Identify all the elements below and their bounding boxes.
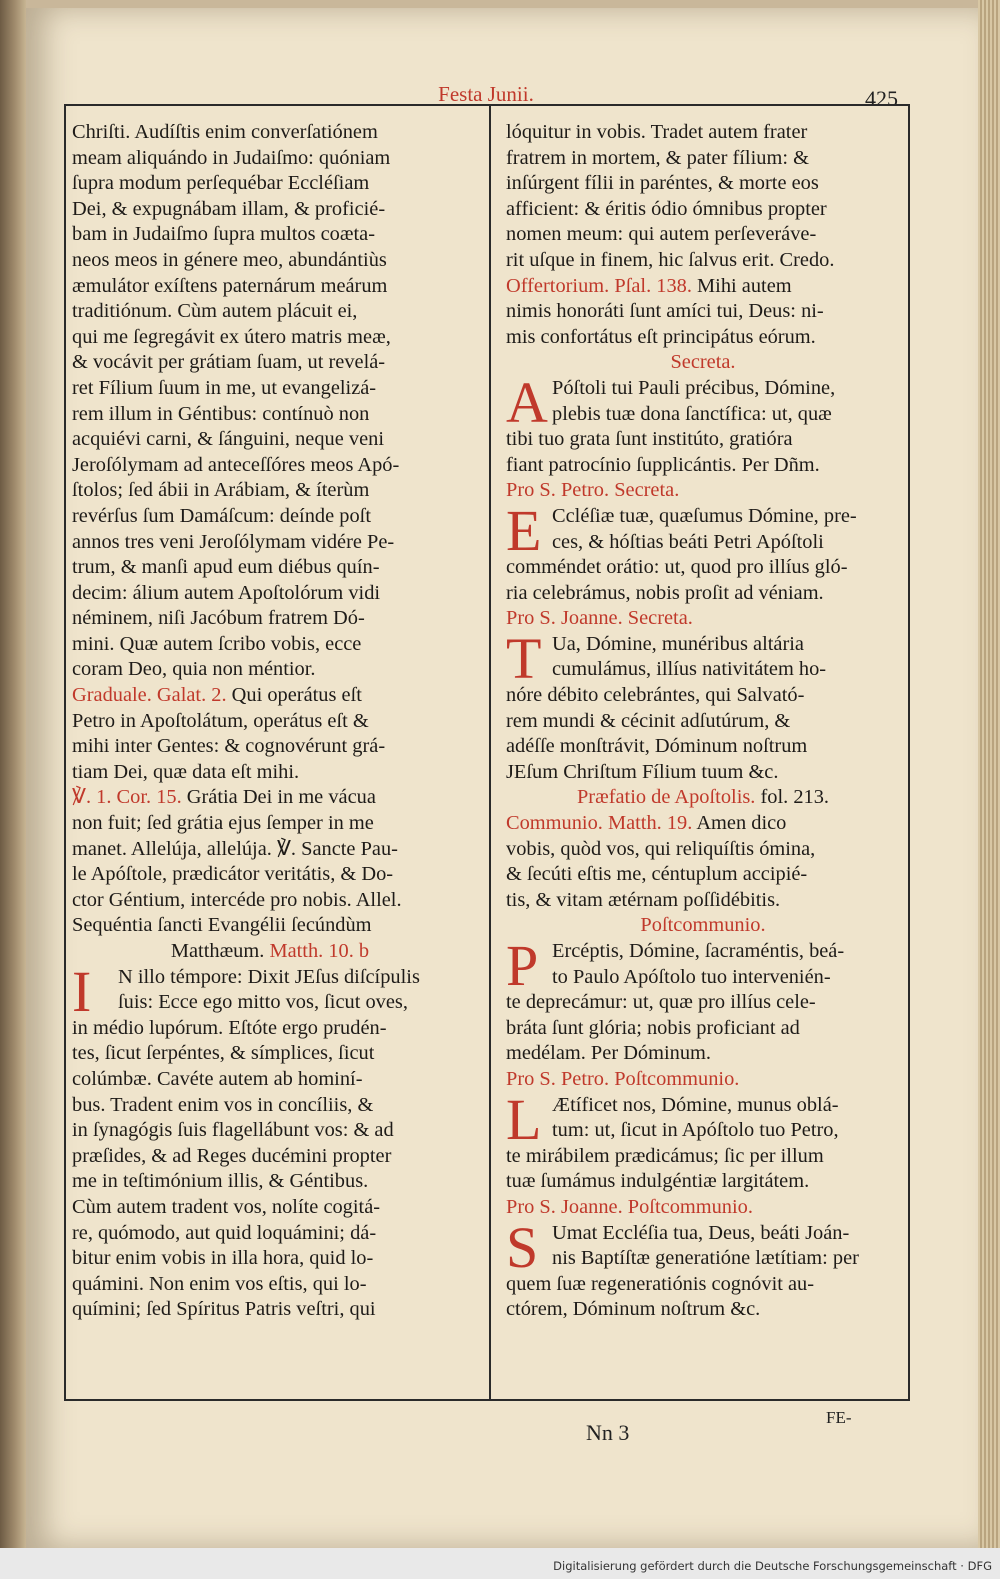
- line-text: quem ſuæ regeneratiónis cognóvit au-: [506, 1272, 815, 1295]
- signature-mark: Nn 3: [586, 1420, 630, 1445]
- text-line: [72, 171, 468, 197]
- line-text: comméndet orátio: ut, quod pro illíus gló-: [506, 556, 848, 579]
- line-text: Dei, & expugnábam illam, & proficié-: [72, 197, 386, 220]
- text-line: [506, 913, 900, 939]
- line-text: cumulámus, illíus nativitátem ho-: [552, 658, 827, 681]
- text-line: [506, 837, 900, 863]
- line-text: meam aliquándo in Judaiſmo: quóniam: [72, 146, 391, 169]
- text-line: [72, 1118, 468, 1144]
- line-text: Ercéptis, Dómine, ſacraméntis, beá-: [552, 940, 845, 962]
- line-text: revérſus ſum Damáſcum: deínde poſt: [72, 504, 371, 527]
- text-line: [72, 504, 468, 530]
- text-line: [72, 427, 468, 453]
- text-line: [506, 530, 900, 556]
- line-text: medélam. Per Dóminum.: [506, 1042, 712, 1065]
- text-line: [506, 555, 900, 581]
- text-line: [72, 862, 468, 888]
- line-text: qui me ſegregávit ex útero matris meæ,: [72, 325, 391, 348]
- text-line: [72, 325, 468, 351]
- text-line: [506, 1246, 900, 1272]
- page-number: 425: [865, 86, 898, 111]
- text-line: [72, 1144, 468, 1170]
- text-line: [506, 657, 900, 683]
- text-line: [72, 1093, 468, 1119]
- text-line: [506, 1169, 900, 1195]
- line-text: to Paulo Apóſtolo tuo intervenién-: [552, 965, 831, 988]
- line-text: nomen meum: qui autem perſeveráve-: [506, 223, 817, 246]
- line-text: bitur enim vobis in illa hora, quid lo-: [72, 1247, 374, 1270]
- line-text: bráta ſunt glória; nobis proficiant ad: [506, 1016, 800, 1039]
- text-line: [72, 1246, 468, 1272]
- text-line: [506, 478, 900, 504]
- line-text: & ſecúti eſtis me, céntuplum accipié-: [506, 863, 808, 886]
- text-line: [506, 1041, 900, 1067]
- rubric: Secreta.: [670, 351, 736, 374]
- line-text: tum: ut, ſicut in Apóſtolo tuo Petro,: [552, 1119, 839, 1142]
- line-text: in médio lupórum. Eſtóte ergo prudén-: [72, 1016, 387, 1039]
- line-text: Qui operátus eſt: [226, 684, 362, 707]
- line-text: lóquitur in vobis. Tradet autem frater: [506, 121, 808, 143]
- line-text: inſúrgent fílii in paréntes, & morte eos: [506, 172, 819, 195]
- text-line: [506, 581, 900, 607]
- line-text: re, quómodo, aut quid loquámini; dá-: [72, 1221, 377, 1244]
- rubric: Graduale. Galat. 2.: [72, 684, 227, 707]
- text-line: [506, 299, 900, 325]
- line-text: rit uſque in finem, hic ſalvus erit. Credo.: [506, 248, 835, 271]
- drop-initial: A: [506, 369, 548, 435]
- book-gutter: [0, 0, 26, 1579]
- line-text: rem mundi & cécinit adſutúrum, &: [506, 709, 791, 732]
- text-line: [506, 171, 900, 197]
- line-text: mihi inter Gentes: & cognovérunt grá-: [72, 735, 386, 758]
- rubric: Matth. 10. b: [264, 940, 370, 962]
- line-text: Amen dico: [692, 812, 787, 835]
- text-line: [72, 760, 468, 786]
- column-rule: [489, 106, 491, 1399]
- text-line: [72, 530, 468, 556]
- line-text: quámini. Non enim vos eſtis, qui lo-: [72, 1272, 367, 1295]
- line-text: néminem, niſi Jacóbum fratrem Dó-: [72, 607, 365, 630]
- line-text: Chriſti. Audíſtis enim converſatiónem: [72, 121, 378, 143]
- text-line: [72, 683, 468, 709]
- text-line: [72, 1297, 468, 1323]
- line-text: nimis honoráti ſunt amíci tui, Deus: ni-: [506, 300, 824, 323]
- line-text: tibi tuo grata ſunt institúto, gratióra: [506, 428, 793, 451]
- line-text: Petro in Apoſtolátum, operátus eſt &: [72, 709, 369, 732]
- text-line: [72, 222, 468, 248]
- line-text: ctor Géntium, intercéde pro nobis. Allel.: [72, 888, 402, 911]
- line-text: rem illum in Géntibus: contínuò non: [72, 402, 370, 425]
- line-text: mis confortátus eſt principátus eórum.: [506, 325, 816, 348]
- line-text: decim: álium autem Apoſtolórum vidi: [72, 581, 381, 604]
- text-line: [72, 376, 468, 402]
- text-line: [72, 248, 468, 274]
- line-text: æmulátor exíſtens paternárum meárum: [72, 274, 388, 297]
- text-line: [72, 453, 468, 479]
- text-line: [506, 606, 900, 632]
- running-title: Festa Junii.: [438, 82, 534, 106]
- text-line: [72, 888, 468, 914]
- rubric: ℣. 1. Cor. 15.: [72, 786, 182, 809]
- text-line: [72, 990, 468, 1016]
- footer-bar: [0, 1548, 1000, 1579]
- text-line: [72, 350, 468, 376]
- line-text: neos meos in génere meo, abundántiùs: [72, 248, 387, 271]
- line-text: afficient: & éritis ódio ómnibus propter: [506, 197, 827, 220]
- line-text: N illo témpore: Dixit JEſus diſcípulis: [118, 965, 420, 988]
- line-text: te mirábilem prædicámus; ſic per illum: [506, 1144, 824, 1167]
- text-line: [72, 1041, 468, 1067]
- rubric: Pro S. Petro. Poſtcommunio.: [506, 1067, 740, 1090]
- line-text: & vocávit per grátiam ſuam, ut revelá-: [72, 351, 386, 374]
- text-line: [506, 1067, 900, 1093]
- text-line: [72, 657, 468, 683]
- text-line: [506, 1272, 900, 1298]
- text-line: [72, 1067, 468, 1093]
- line-text: manet. Allelúja, allelúja. ℣. Sancte Pau-: [72, 837, 398, 860]
- line-text: ſuis: Ecce ego mitto vos, ſicut oves,: [118, 991, 408, 1014]
- line-text: trum, & manſi apud eum diébus quín-: [72, 556, 380, 579]
- line-text: ret Fílium ſuum in me, ut evangelizá-: [72, 376, 377, 399]
- text-line: [72, 555, 468, 581]
- line-text: Ætíficet nos, Dómine, munus oblá-: [552, 1093, 839, 1116]
- text-line: [506, 888, 900, 914]
- line-text: nis Baptíſtæ generatióne lætítiam: per: [552, 1247, 859, 1270]
- text-line: [506, 427, 900, 453]
- line-text: Ua, Dómine, munéribus altária: [552, 632, 804, 655]
- rubric: Communio. Matth. 19.: [506, 812, 693, 835]
- line-text: præſides, & ad Reges ducémini propter: [72, 1144, 392, 1167]
- text-frame: [64, 104, 910, 1401]
- line-text: tis, & vitam ætérnam poſſidébitis.: [506, 888, 781, 911]
- text-line: [506, 1144, 900, 1170]
- line-text: coram Deo, quia non méntior.: [72, 658, 316, 681]
- line-text: Ccléſiæ tuæ, quæſumus Dómine, pre-: [552, 504, 857, 527]
- line-text: bus. Tradent enim vos in concíliis, &: [72, 1093, 374, 1116]
- text-line: [506, 197, 900, 223]
- text-line: [506, 120, 900, 146]
- book-page: [26, 8, 978, 1548]
- line-text: nóre débito celebrántes, qui Salvató-: [506, 684, 805, 707]
- text-line: [506, 248, 900, 274]
- text-line: [506, 402, 900, 428]
- text-line: [72, 146, 468, 172]
- text-line: [506, 350, 900, 376]
- text-line: [72, 606, 468, 632]
- line-text: Jeroſólymam ad anteceſſóres meos Apó-: [72, 453, 400, 476]
- line-text: annos tres veni Jeroſólymam vidére Pe-: [72, 530, 395, 553]
- text-line: [506, 811, 900, 837]
- drop-initial: T: [506, 625, 542, 691]
- line-text: acquiévi carni, & ſánguini, neque veni: [72, 428, 384, 451]
- line-text: fratrem in mortem, & pater fílium: &: [506, 146, 809, 169]
- line-text: plebis tuæ dona ſanctífica: ut, quæ: [552, 402, 832, 425]
- line-text: Grátia Dei in me vácua: [181, 786, 376, 809]
- page-edges: [978, 0, 1000, 1579]
- rubric: Præfatio de Apoſtolis.: [576, 786, 756, 809]
- rubric: Pro S. Petro. Secreta.: [506, 479, 680, 502]
- text-line: [506, 1016, 900, 1042]
- drop-initial: E: [506, 497, 542, 563]
- rubric: Offertorium. Pſal. 138.: [506, 274, 692, 297]
- text-line: [72, 1195, 468, 1221]
- line-text: tiam Dei, quæ data eſt mihi.: [72, 760, 300, 783]
- text-line: [72, 785, 468, 811]
- catchword: FE-: [826, 1408, 852, 1427]
- text-line: [72, 120, 468, 146]
- text-line: [72, 1016, 468, 1042]
- line-text: tes, ſicut ſerpéntes, & símplices, ſicut: [72, 1042, 375, 1065]
- text-line: [506, 1118, 900, 1144]
- line-text: tuæ ſumámus indulgéntiæ largitátem.: [506, 1170, 810, 1193]
- line-text: Póſtoli tui Pauli précibus, Dómine,: [552, 376, 836, 399]
- drop-initial: P: [506, 933, 539, 998]
- text-line: [506, 683, 900, 709]
- text-line: [72, 1169, 468, 1195]
- text-line: [506, 760, 900, 786]
- drop-initial: S: [506, 1214, 539, 1280]
- line-text: vobis, quòd vos, qui reliquíſtis ómina,: [506, 837, 816, 860]
- line-text: le Apóſtole, prædicátor veritátis, & Do-: [72, 863, 394, 886]
- text-line: [506, 274, 900, 300]
- text-line: [72, 632, 468, 658]
- text-line: [72, 939, 468, 965]
- line-text: ctórem, Dóminum noſtrum &c.: [506, 1298, 761, 1321]
- text-line: [506, 862, 900, 888]
- line-text: fol. 213.: [755, 786, 830, 809]
- text-line: [72, 709, 468, 735]
- text-line: [506, 734, 900, 760]
- text-line: [72, 402, 468, 428]
- text-line: [72, 1272, 468, 1298]
- line-text: Mihi autem: [691, 274, 792, 297]
- text-line: [72, 734, 468, 760]
- line-text: Sequéntia ſancti Evangélii ſecúndùm: [72, 914, 372, 937]
- line-text: bam in Judaiſmo ſupra multos coæta-: [72, 223, 375, 246]
- right-column: [506, 120, 900, 1323]
- line-text: in ſynagógis ſuis flagellábunt vos: & ad: [72, 1119, 394, 1142]
- line-text: JEſum Chriſtum Fílium tuum &c.: [506, 760, 779, 783]
- line-text: ſupra modum perſequébar Eccléſiam: [72, 172, 370, 195]
- line-text: fiant patrocínio ſupplicántis. Per Dñm.: [506, 453, 820, 476]
- text-line: [72, 581, 468, 607]
- drop-initial: I: [72, 958, 92, 1024]
- footer-credit: Digitalisierung gefördert durch die Deutsche Forschungsgemeinschaft · DFG: [553, 1559, 992, 1573]
- text-line: [506, 785, 900, 811]
- left-column: [72, 120, 468, 1323]
- text-line: [506, 453, 900, 479]
- text-line: [506, 1297, 900, 1323]
- line-text: adéſſe monſtrávit, Dóminum noſtrum: [506, 735, 808, 758]
- line-text: mini. Quæ autem ſcribo vobis, ecce: [72, 632, 362, 655]
- text-line: [506, 146, 900, 172]
- rubric: Pro S. Joanne. Secreta.: [506, 607, 693, 630]
- line-text: te deprecámur: ut, quæ pro illíus cele-: [506, 991, 816, 1014]
- line-text: químini; ſed Spíritus Patris veſtri, qui: [72, 1298, 376, 1321]
- text-line: [506, 222, 900, 248]
- line-text: Umat Eccléſia tua, Deus, beáti Joán-: [552, 1221, 850, 1244]
- line-text: ſtolos; ſed ábii in Arábiam, & íterùm: [72, 479, 370, 502]
- text-line: [72, 837, 468, 863]
- drop-initial: L: [506, 1086, 542, 1152]
- text-line: [72, 1221, 468, 1247]
- line-text: non fuit; ſed grátia ejus ſemper in me: [72, 812, 374, 835]
- line-text: Cùm autem tradent vos, nolíte cogitá-: [72, 1195, 381, 1218]
- text-line: [72, 478, 468, 504]
- text-line: [72, 299, 468, 325]
- text-line: [506, 965, 900, 991]
- text-line: [506, 1195, 900, 1221]
- line-text: Matthæum.: [170, 940, 265, 962]
- rubric: Pro S. Joanne. Poſtcommunio.: [506, 1195, 753, 1218]
- text-line: [72, 913, 468, 939]
- line-text: traditiónum. Cùm autem plácuit ei,: [72, 300, 358, 323]
- line-text: me in teſtimónium illis, & Géntibus.: [72, 1170, 369, 1193]
- text-line: [72, 811, 468, 837]
- line-text: ria celebrámus, nobis proſit ad véniam.: [506, 581, 824, 604]
- text-line: [506, 709, 900, 735]
- text-line: [506, 325, 900, 351]
- text-line: [72, 197, 468, 223]
- rubric: Poſtcommunio.: [640, 914, 766, 937]
- text-line: [72, 274, 468, 300]
- text-line: [506, 990, 900, 1016]
- line-text: ces, & hóſtias beáti Petri Apóſtoli: [552, 530, 824, 553]
- line-text: colúmbæ. Cavéte autem ab hominí-: [72, 1067, 363, 1090]
